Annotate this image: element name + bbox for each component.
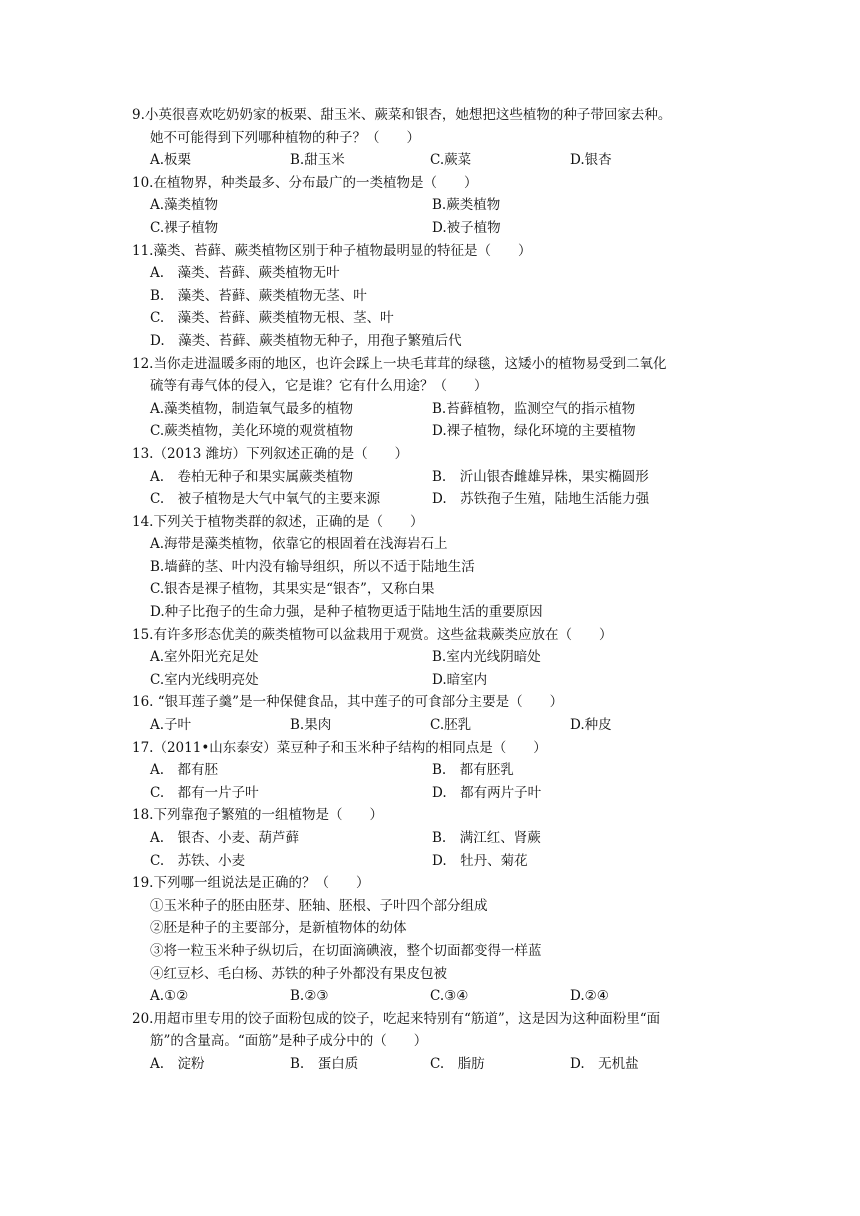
option-d: D. 牡丹、菊花 (432, 852, 528, 869)
option-c: C. 脂肪 (430, 1055, 485, 1072)
question-stem: 9.小英很喜欢吃奶奶家的板栗、甜玉米、蕨菜和银杏，她想把这些植物的种子带回家去种。 (132, 107, 672, 123)
option-a: A.①② (150, 988, 189, 1005)
option-d: D.暗室内 (432, 671, 488, 688)
option-c: C. 藻类、苔藓、蕨类植物无根、茎、叶 (150, 310, 394, 327)
option-d: D.被子植物 (432, 219, 501, 236)
option-a: A.藻类植物，制造氧气最多的植物 (150, 400, 354, 417)
option-b: B.果肉 (290, 717, 332, 734)
question-stem-line: 硫等有毒气体的侵入，它是谁？它有什么用途？（ ） (150, 378, 488, 395)
option-b: B.蕨类植物 (432, 197, 501, 214)
question-stem-line: ②胚是种子的主要部分，是新植物体的幼体 (150, 920, 407, 937)
option-b: B. 蛋白质 (290, 1055, 359, 1072)
option-c: C.裸子植物 (150, 219, 219, 236)
option-b: B.墙藓的茎、叶内没有输导组织，所以不适于陆地生活 (150, 558, 475, 575)
options-row (132, 669, 772, 692)
question-stem-line: ①玉米种子的胚由胚芽、胚轴、胚根、子叶四个部分组成 (150, 897, 488, 914)
option-b: B.甜玉米 (290, 152, 345, 169)
option-d: D. 藻类、苔藓、蕨类植物无种子，用孢子繁殖后代 (150, 332, 462, 349)
option-a: A. 藻类、苔藓、蕨类植物无叶 (150, 265, 340, 282)
question-14 (132, 511, 772, 624)
question-17 (132, 737, 772, 805)
question-19 (132, 872, 772, 1008)
option-a: A.室外阳光充足处 (150, 649, 259, 666)
question-15 (132, 624, 772, 692)
question-stem: 15.有许多形态优美的蕨类植物可以盆栽用于观赏。这些盆栽蕨类应放在（ ） (132, 626, 613, 643)
question-stem: 11.藻类、苔藓、蕨类植物区别于种子植物最明显的特征是（ ） (132, 242, 532, 259)
option-c: C. 苏铁、小麦 (150, 852, 246, 869)
options-row (132, 149, 772, 172)
option-b: B.苔藓植物，监测空气的指示植物 (432, 400, 636, 417)
question-stem: 20.用超市里专用的饺子面粉包成的饺子，吃起来特别有“筋道”，这是因为这种面粉里“面 (132, 1010, 661, 1027)
option-c: C. 都有一片子叶 (150, 784, 259, 801)
option-b: B. 沂山银杏雌雄异株，果实椭圆形 (432, 468, 649, 485)
options-row (132, 782, 772, 805)
question-stem-line: 她不可能得到下列哪种植物的种子？（ ） (150, 129, 420, 146)
option-a: A. 都有胚 (150, 762, 219, 779)
option-b: B. 都有胚乳 (432, 762, 514, 779)
option-a: A.海带是藻类植物，依靠它的根固着在浅海岩石上 (150, 536, 448, 553)
option-a: A. 银杏、小麦、葫芦藓 (150, 830, 300, 846)
exam-document (132, 104, 772, 1076)
option-c: C.室内光线明亮处 (150, 671, 259, 688)
option-a: A.子叶 (150, 717, 192, 734)
option-d: D.银杏 (570, 152, 612, 169)
options-row (132, 759, 772, 782)
option-b: B. 藻类、苔藓、蕨类植物无茎、叶 (150, 287, 367, 304)
question-stem: 19.下列哪一组说法是正确的？（ ） (132, 875, 370, 892)
options-row (132, 194, 772, 217)
option-d: D.②④ (570, 988, 609, 1005)
question-stem: 18.下列靠孢子繁殖的一组植物是（ ） (132, 807, 383, 824)
options-row (132, 488, 772, 511)
question-11 (132, 240, 772, 353)
option-c: C.③④ (430, 988, 469, 1005)
question-9 (132, 104, 772, 172)
option-c: C.胚乳 (430, 717, 472, 734)
option-a: A.藻类植物 (150, 197, 219, 214)
question-12 (132, 353, 772, 443)
option-a: A. 淀粉 (150, 1055, 205, 1072)
option-c: C.蕨类植物，美化环境的观赏植物 (150, 423, 354, 440)
question-13 (132, 443, 772, 511)
option-d: D.裸子植物，绿化环境的主要植物 (432, 423, 636, 440)
question-stem: 17.（2011•山东泰安）菜豆种子和玉米种子结构的相同点是（ ） (132, 739, 547, 756)
option-d: D. 苏铁孢子生殖，陆地生活能力强 (432, 491, 650, 508)
options-row (132, 466, 772, 489)
option-c: C. 被子植物是大气中氧气的主要来源 (150, 491, 381, 508)
question-18 (132, 804, 772, 872)
option-a: A. 卷柏无种子和果实属蕨类植物 (150, 468, 354, 485)
option-d: D.种子比孢子的生命力强，是种子植物更适于陆地生活的重要原因 (150, 604, 543, 621)
options-row (132, 985, 772, 1008)
question-10 (132, 172, 772, 240)
question-stem: 10.在植物界，种类最多、分布最广的一类植物是（ ） (132, 174, 478, 191)
option-b: B.②③ (290, 988, 329, 1005)
question-16 (132, 691, 772, 736)
option-a: A.板栗 (150, 152, 192, 169)
question-stem-line: ③将一粒玉米种子纵切后，在切面滴碘液，整个切面都变得一样蓝 (150, 942, 542, 959)
option-c: C.蕨菜 (430, 152, 472, 169)
options-row (132, 217, 772, 240)
question-20 (132, 1008, 772, 1076)
options-row (132, 850, 772, 873)
option-d: D.种皮 (570, 717, 612, 734)
option-c: C.银杏是裸子植物，其果实是“银杏”，又称白果 (150, 581, 435, 598)
option-d: D. 都有两片子叶 (432, 784, 542, 801)
question-stem: 12.当你走进温暖多雨的地区，也许会踩上一块毛茸茸的绿毯，这矮小的植物易受到二氧化 (132, 355, 667, 372)
options-row (132, 714, 772, 737)
option-d: D. 无机盐 (570, 1055, 639, 1072)
options-row (132, 1053, 772, 1076)
question-stem: 13.（2013 潍坊）下列叙述正确的是（ ） (132, 445, 409, 462)
options-row (132, 398, 772, 421)
options-row (132, 420, 772, 443)
question-stem: 14.下列关于植物类群的叙述，正确的是（ ） (132, 513, 424, 530)
option-b: B. 满江红、肾蕨 (432, 830, 541, 846)
option-b: B.室内光线阴暗处 (432, 649, 541, 666)
question-stem-line: ④红豆杉、毛白杨、苏铁的种子外都没有果皮包被 (150, 965, 447, 982)
question-stem-line: 筋”的含量高。“面筋”是种子成分中的（ ） (150, 1033, 428, 1050)
options-row (132, 646, 772, 669)
options-row (132, 827, 772, 850)
question-stem: 16. “银耳莲子羹”是一种保健食品，其中莲子的可食部分主要是（ ） (132, 694, 564, 711)
